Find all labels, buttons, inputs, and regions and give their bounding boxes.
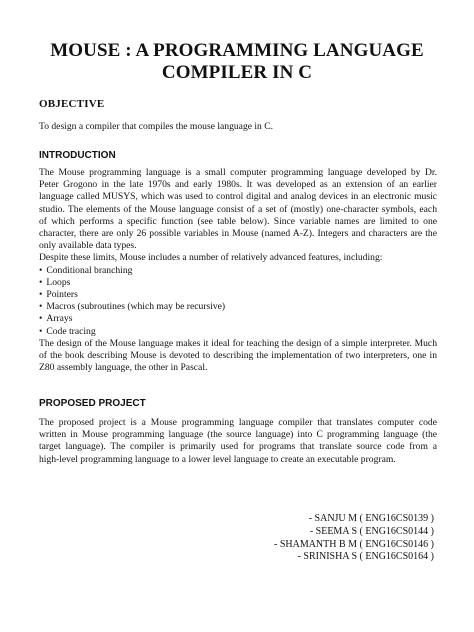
- text-line: only available data types.: [39, 240, 137, 252]
- author-list: [274, 513, 434, 564]
- author-entry: - SRINISHA S ( ENG16CS0164 ): [297, 551, 434, 563]
- list-item: • Arrays: [39, 313, 437, 325]
- list-item: • Code tracing: [39, 326, 437, 338]
- author-entry: - SANJU M ( ENG16CS0139 ): [308, 513, 434, 524]
- text-line: Despite these limits, Mouse includes a number of relatively advanced features, including:: [39, 252, 383, 264]
- document-title: [40, 40, 434, 84]
- text-line: The Mouse programming language is a small computer programming language developed by Dr.: [39, 167, 437, 178]
- objective-text: To design a compiler that compiles the mouse language in C.: [39, 121, 274, 132]
- introduction-heading: INTRODUCTION: [39, 150, 116, 161]
- proposed-project-paragraph: [39, 417, 437, 466]
- text-line: Z80 assembly language, the other in Pascal.: [39, 362, 208, 374]
- proposed-project-heading: PROPOSED PROJECT: [39, 398, 146, 409]
- objective-heading: OBJECTIVE: [39, 98, 105, 110]
- text-line: written in Mouse programming language (the source language) into C programming language (the: [39, 429, 437, 441]
- text-line: of the book describing Mouse is devoted to describing the implementation of two interpreters, one in: [39, 350, 437, 362]
- text-line: The proposed project is a Mouse programming language compiler that translates computer code: [39, 417, 437, 428]
- text-line: character, there are only 26 possible variables in Mouse (named A-Z). Integers and characters are the: [39, 228, 437, 240]
- list-item: • Loops: [39, 277, 437, 289]
- introduction-paragraph: [39, 167, 437, 374]
- text-line: language called MUSYS, which was used to control digital and analog devices in an electronic music: [39, 191, 437, 203]
- list-item: • Macros (subroutines (which may be recursive): [39, 301, 437, 313]
- list-item: • Pointers: [39, 289, 437, 301]
- title-line-1: MOUSE : A PROGRAMMING LANGUAGE: [50, 40, 424, 61]
- text-line: of which performs a specific function (see table below). Since variable names are limited to one: [39, 215, 437, 227]
- text-line: The design of the Mouse language makes it ideal for teaching the design of a simple interpreter. Much: [39, 337, 437, 349]
- text-line: target language). The compiler is primarily used for programs that translate source code from a: [39, 441, 437, 453]
- text-line: Peter Grogono in the late 1970s and early 1980s. It was developed as an extension of an earlier: [39, 179, 437, 191]
- title-line-2: COMPILER IN C: [161, 62, 313, 83]
- author-entry: - SEEMA S ( ENG16CS0144 ): [309, 525, 434, 537]
- list-item: • Conditional branching: [39, 265, 437, 277]
- text-line: studio. The elements of the Mouse language consist of a set of (mostly) one-character symbols, each: [39, 203, 437, 215]
- text-line: high-level programming language to a lower level language to create an executable program.: [39, 453, 396, 465]
- author-entry: - SHAMANTH B M ( ENG16CS0146 ): [273, 538, 434, 550]
